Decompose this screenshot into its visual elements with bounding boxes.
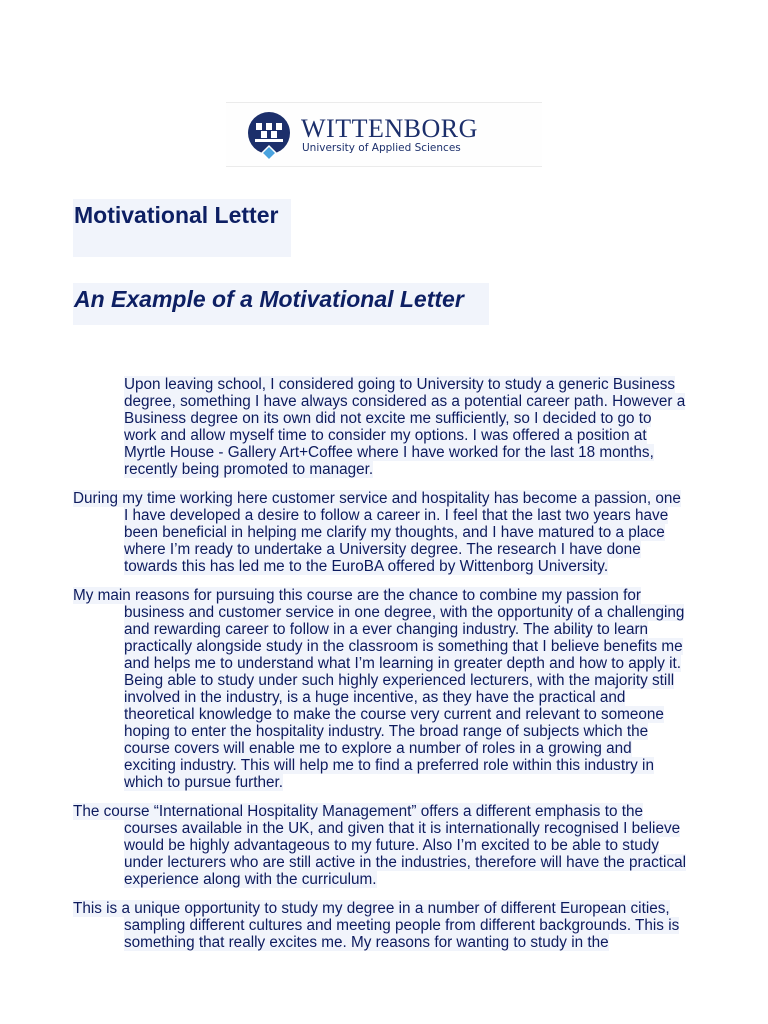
text-line-content: would be highly advantageous to my future. Also I’m excited to be able to study bbox=[124, 837, 659, 854]
text-line-content: Myrtle House - Gallery Art+Coffee where I have worked for the last 18 months, bbox=[124, 444, 654, 461]
letter-paragraph bbox=[73, 376, 713, 478]
text-line-content: business and customer service in one degree, with the opportunity of a challenging bbox=[124, 604, 685, 621]
text-line bbox=[73, 393, 713, 410]
text-line bbox=[73, 587, 713, 604]
text-line bbox=[73, 410, 713, 427]
text-line bbox=[73, 900, 713, 917]
text-line-content: During my time working here customer service and hospitality has become a passion, one bbox=[73, 490, 681, 507]
text-line bbox=[73, 917, 713, 934]
text-line-content: courses available in the UK, and given that it is internationally recognised I believe bbox=[124, 820, 681, 837]
text-line bbox=[73, 723, 713, 740]
text-line bbox=[73, 837, 713, 854]
text-line-content: involved in the industry, is a huge incentive, as they have the practical and bbox=[124, 689, 626, 706]
text-line bbox=[73, 706, 713, 723]
text-line bbox=[73, 541, 713, 558]
text-line-content: something that really excites me. My reasons for wanting to study in the bbox=[124, 934, 609, 951]
text-line-content: My main reasons for pursuing this course are the chance to combine my passion for bbox=[73, 587, 641, 604]
text-line bbox=[73, 740, 713, 757]
text-line-content: which to pursue further. bbox=[124, 774, 284, 791]
text-line bbox=[73, 820, 713, 837]
text-line bbox=[73, 655, 713, 672]
text-line-content: and rewarding career to follow in a ever changing industry. The ability to learn bbox=[124, 621, 649, 638]
text-line-content: I have developed a desire to follow a career in. I feel that the last two years have bbox=[124, 507, 669, 524]
text-line-content: Being able to study under such highly experienced lecturers, with the majority still bbox=[124, 672, 675, 689]
text-line bbox=[73, 689, 713, 706]
text-line-content: Upon leaving school, I considered going to University to study a generic Business bbox=[124, 376, 675, 393]
text-line-content: course covers will enable me to explore a number of roles in a growing and bbox=[124, 740, 632, 757]
wittenborg-crest-icon bbox=[247, 109, 295, 161]
text-line bbox=[73, 934, 713, 951]
text-line-content: exciting industry. This will help me to find a preferred role within this industry in bbox=[124, 757, 654, 774]
text-line-content: sampling different cultures and meeting people from different backgrounds. This is bbox=[124, 917, 680, 934]
text-line-content: Business degree on its own did not excite me sufficiently, so I decided to go to bbox=[124, 410, 652, 427]
text-line bbox=[73, 757, 713, 774]
text-line bbox=[73, 444, 713, 461]
text-line-content: recently being promoted to manager. bbox=[124, 461, 374, 478]
university-logo bbox=[226, 102, 542, 167]
logo-wordmark: WITTENBORG bbox=[301, 114, 478, 143]
text-line-content: practically alongside study in the classroom is something that I believe benefits me bbox=[124, 638, 683, 655]
text-line-content: been beneficial in helping me clarify my thoughts, and I have matured to a place bbox=[124, 524, 665, 541]
letter-paragraph bbox=[73, 900, 713, 951]
text-line-content: hoping to enter the hospitality industry. The broad range of subjects which the bbox=[124, 723, 649, 740]
logo-tagline: University of Applied Sciences bbox=[302, 142, 461, 154]
text-line-content: theoretical knowledge to make the course very current and relevant to someone bbox=[124, 706, 664, 723]
text-line-content: The course “International Hospitality Management” offers a different emphasis to the bbox=[73, 803, 643, 820]
page-subtitle: An Example of a Motivational Letter bbox=[73, 283, 489, 325]
letter-paragraph bbox=[73, 803, 713, 888]
text-line bbox=[73, 871, 713, 888]
letter-paragraph bbox=[73, 490, 713, 575]
text-line bbox=[73, 507, 713, 524]
text-line bbox=[73, 803, 713, 820]
text-line-content: where I’m ready to undertake a University degree. The research I have done bbox=[124, 541, 641, 558]
letter-paragraph bbox=[73, 587, 713, 791]
text-line bbox=[73, 524, 713, 541]
text-line-content: This is a unique opportunity to study my degree in a number of different European cities, bbox=[73, 900, 670, 917]
text-line bbox=[73, 461, 713, 478]
letter-body bbox=[73, 376, 713, 963]
text-line bbox=[73, 490, 713, 507]
text-line bbox=[73, 376, 713, 393]
text-line-content: work and allow myself time to consider my options. I was offered a position at bbox=[124, 427, 647, 444]
text-line bbox=[73, 427, 713, 444]
text-line bbox=[73, 621, 713, 638]
text-line-content: experience along with the curriculum. bbox=[124, 871, 377, 888]
text-line-content: under lecturers who are still active in the industries, therefore will have the practical bbox=[124, 854, 687, 871]
text-line bbox=[73, 672, 713, 689]
text-line bbox=[73, 558, 713, 575]
text-line bbox=[73, 638, 713, 655]
text-line-content: degree, something I have always considered as a potential career path. However a bbox=[124, 393, 686, 410]
page-title: Motivational Letter bbox=[73, 199, 291, 257]
text-line bbox=[73, 604, 713, 621]
text-line-content: and helps me to understand what I’m learning in greater depth and how to apply it. bbox=[124, 655, 681, 672]
text-line-content: towards this has led me to the EuroBA offered by Wittenborg University. bbox=[124, 558, 609, 575]
text-line bbox=[73, 854, 713, 871]
text-line bbox=[73, 774, 713, 791]
